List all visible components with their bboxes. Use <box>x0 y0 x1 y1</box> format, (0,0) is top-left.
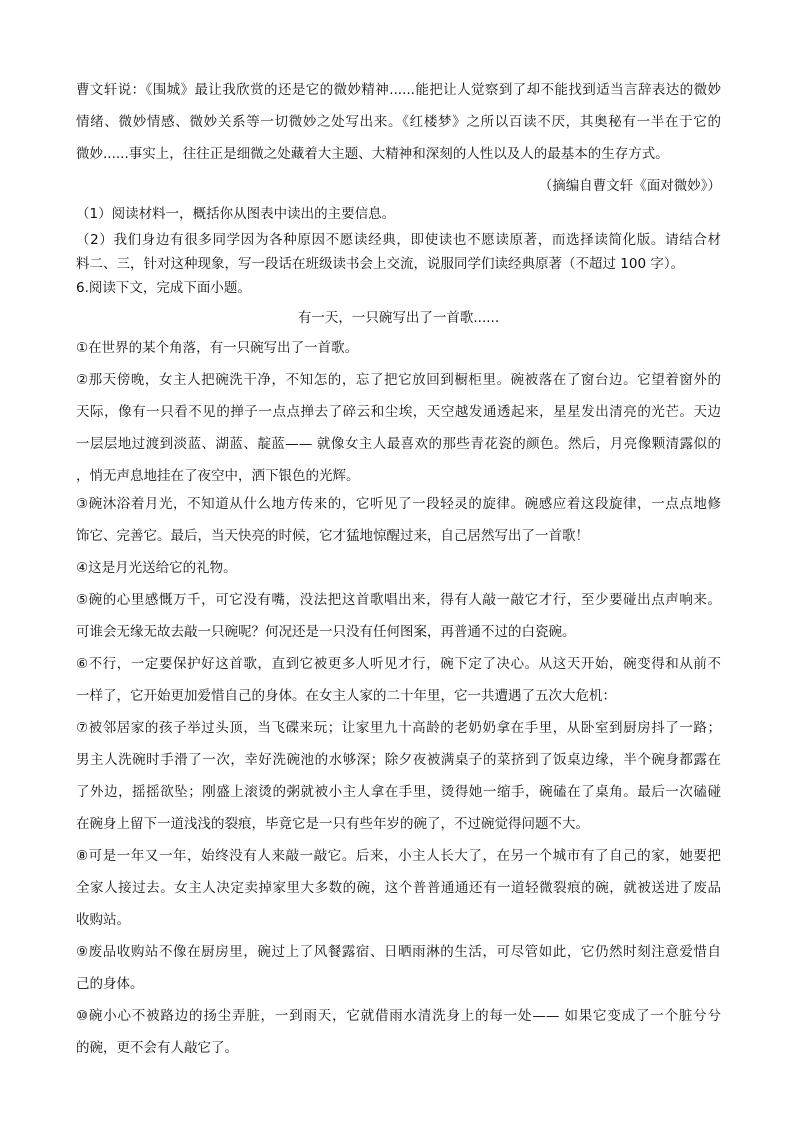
intro-line: 曹文轩说：《围城》最让我欣赏的还是它的微妙精神......能把让人觉察到了却不能找到适当言辞表达的微妙 <box>76 82 721 98</box>
paragraph-line: ④这是月光送给它的礼物。 <box>76 560 237 576</box>
section-header: 6.阅读下文，完成下面小题。 <box>76 280 251 296</box>
source-citation: （摘编自曹文轩《面对微妙》） <box>538 178 721 194</box>
paragraph-line: ②那天傍晚，女主人把碗洗干净，不知怎的，忘了把它放回到橱柜里。碗被落在了窗台边。它望着窗外的 <box>76 372 721 388</box>
paragraph-line: 全家人接过去。女主人决定卖掉家里大多数的碗，这个普普通通还有一道轻微裂痕的碗，就被送进了废品 <box>76 880 721 896</box>
paragraph-line: ⑥不行，一定要保护好这首歌，直到它被更多人听见才行，碗下定了决心。从这天开始，碗变得和从前不 <box>76 656 721 672</box>
paragraph-line: 天际，像有一只看不见的掸子一点点掸去了碎云和尘埃，天空越发通透起来，星星发出清亮的光芒。天边 <box>76 404 721 420</box>
paragraph-line: 饰它、完善它。最后，当天快亮的时候，它才猛地惊醒过来，自己居然写出了一首歌！ <box>76 528 589 544</box>
paragraph-line: 在碗身上留下一道浅浅的裂痕，毕竟它是一只有些年岁的碗了，不过碗觉得问题不大。 <box>76 816 589 832</box>
paragraph-line: ⑤碗的心里感慨万千，可它没有嘴，没法把这首歌唱出来，得有人敲一敲它才行，至少要碰出点声响来。 <box>76 592 721 608</box>
paragraph-line: ，悄无声息地挂在了夜空中，洒下银色的光辉。 <box>76 468 360 484</box>
paragraph-line: 男主人洗碗时手滑了一次，幸好洗碗池的水够深；除夕夜被满桌子的菜挤到了饭桌边缘，半个碗身都露在 <box>76 752 721 768</box>
paragraph-line: 一样了，它开始更加爱惜自己的身体。在女主人家的二十年里，它一共遭遇了五次大危机： <box>76 688 616 704</box>
intro-line: 情绪、微妙情感、微妙关系等一切微妙之处写出来。《红楼梦》之所以百读不厌，其奥秘有一半在于它的 <box>76 114 721 130</box>
paragraph-line: ①在世界的某个角落，有一只碗写出了一首歌。 <box>76 340 359 356</box>
paragraph-line: 收购站。 <box>76 912 130 928</box>
paragraph-line: 一层层地过渡到淡蓝、湖蓝、靛蓝—— 就像女主人最喜欢的那些青花瓷的颜色。然后，月亮像颗清露似的 <box>76 436 721 452</box>
intro-line: 微妙......事实上，往往正是细微之处藏着大主题、大精神和深刻的人性以及人的最基本的生存方式。 <box>76 146 669 162</box>
paragraph-line: 可谁会无缘无故去敲一只碗呢？何况还是一只没有任何图案，再普通不过的白瓷碗。 <box>76 624 576 640</box>
question-1: （1）阅读材料一，概括你从图表中读出的主要信息。 <box>76 206 396 222</box>
paragraph-line: ⑦被邻居家的孩子举过头顶，当飞碟来玩；让家里九十高龄的老奶奶拿在手里，从卧室到厨房抖了一路； <box>76 720 721 736</box>
paragraph-line: 己的身体。 <box>76 976 144 992</box>
paragraph-line: ⑧可是一年又一年，始终没有人来敲一敲它。后来，小主人长大了，在另一个城市有了自己的家，她要把 <box>76 848 721 864</box>
paragraph-line: 了外边，摇摇欲坠；刚盛上滚烫的粥就被小主人拿在手里，烫得她一缩手，碗磕在了桌角。最后一次磕碰 <box>76 784 721 800</box>
paragraph-line: ③碗沐浴着月光，不知道从什么地方传来的，它听见了一段轻灵的旋律。碗感应着这段旋律，一点点地修 <box>76 496 721 512</box>
story-title: 有一天，一只碗写出了一首歌...... <box>297 310 500 326</box>
question-2-line: （2）我们身边有很多同学因为各种原因不愿读经典，即使读也不愿读原著，而选择读简化版。请结合材 <box>76 232 721 248</box>
paragraph-line: ⑩碗小心不被路边的扬尘弄脏，一到雨天，它就借雨水清洗身上的每一处—— 如果它变成了一个脏兮兮 <box>76 1008 721 1024</box>
question-2-line: 料二、三，针对这种现象，写一段话在班级读书会上交流，说服同学们读经典原著（不超过 100 字）。 <box>76 256 685 272</box>
paragraph-line: 的碗，更不会有人敲它了。 <box>76 1040 238 1056</box>
paragraph-line: ⑨废品收购站不像在厨房里，碗过上了风餐露宿、日晒雨淋的生活，可尽管如此，它仍然时刻注意爱惜自 <box>76 944 721 960</box>
